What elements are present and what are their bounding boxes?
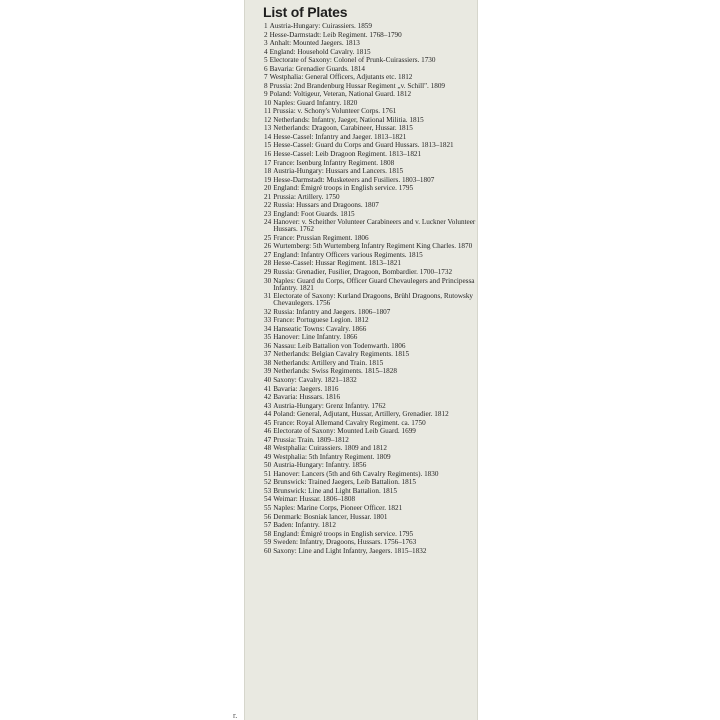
plate-number: 16 [264, 149, 272, 158]
plate-title: Russia: Grenadier, Fusilier, Dragoon, Bombardier. 1700–1732 [273, 267, 453, 276]
plate-entry [264, 269, 476, 276]
plate-number: 39 [264, 367, 272, 376]
plate-entry [264, 23, 476, 30]
plate-number: 50 [264, 461, 272, 470]
plate-entry [264, 351, 476, 358]
plate-number: 9 [264, 90, 268, 99]
plate-entry [264, 177, 476, 184]
plate-entry [264, 40, 476, 47]
plate-number: 33 [264, 316, 272, 325]
plate-title: Hesse-Cassel: Hussar Regiment. 1813–1821 [273, 259, 401, 268]
plate-number: 27 [264, 250, 272, 259]
plate-number: 41 [264, 384, 272, 393]
plate-title: Netherlands: Swiss Regiments. 1815–1828 [273, 367, 397, 376]
plate-title: Hanseatic Towns: Cavalry. 1866 [273, 324, 367, 333]
plate-number: 54 [264, 495, 272, 504]
plate-entry [264, 168, 476, 175]
plate-number: 35 [264, 333, 272, 342]
plate-entry [264, 326, 476, 333]
plate-entry [264, 522, 476, 529]
plate-number: 43 [264, 401, 272, 410]
plate-entry [264, 202, 476, 209]
plate-entry [264, 260, 476, 267]
plate-number: 5 [264, 56, 268, 65]
plate-entry [264, 403, 476, 410]
plate-number: 44 [264, 410, 272, 419]
plate-entry [264, 505, 476, 512]
plate-title: Netherlands: Artillery and Train. 1815 [273, 358, 384, 367]
plate-entry [264, 66, 476, 73]
plate-number: 29 [264, 267, 272, 276]
plate-entry [264, 343, 476, 350]
plate-title: Naples: Marine Corps, Pioneer Officer. 1821 [273, 503, 403, 512]
plate-entry [264, 514, 476, 521]
plate-number: 7 [264, 73, 268, 82]
plate-number: 55 [264, 503, 272, 512]
plate-number: 24 [264, 218, 272, 227]
plate-entry [264, 437, 476, 444]
plate-title: Hanover: Lancers (5th and 6th Cavalry Regiments). 1830 [273, 469, 439, 478]
plate-title: England: Infantry Officers various Regiments. 1815 [273, 250, 423, 259]
plate-title: Saxony: Line and Light Infantry, Jaegers. 1815–1832 [273, 546, 427, 555]
plate-entry [264, 151, 476, 158]
margin-fragment: r. [233, 711, 238, 720]
plate-title: Prussia: Artillery. 1750 [273, 192, 340, 201]
plate-entry [264, 420, 476, 427]
plate-title: Naples: Guard Infantry. 1820 [273, 98, 358, 107]
plate-title: Hesse-Cassel: Leib Dragoon Regiment. 1813–1821 [273, 149, 422, 158]
page-title: List of Plates [263, 4, 348, 20]
plate-title: Electorate of Saxony: Mounted Leib Guard. 1699 [273, 427, 416, 436]
plate-number: 42 [264, 393, 272, 402]
plate-title: France: Portuguese Legion. 1812 [273, 316, 369, 325]
plate-entry [264, 317, 476, 324]
plate-entry [264, 479, 476, 486]
plate-title: England: Émigré troops in English service. 1795 [273, 529, 414, 538]
plate-entry [264, 293, 476, 307]
plate-title: Electorate of Saxony: Kurland Dragoons, Brühl Dragoons, Rutowsky Chevaulegers. 1756 [273, 292, 474, 308]
plate-entry [264, 411, 476, 418]
plate-title: Weimar: Hussar. 1806–1808 [273, 495, 356, 504]
plate-number: 45 [264, 418, 272, 427]
plate-title: Netherlands: Dragoon, Carabineer, Hussar. 1815 [273, 124, 413, 133]
plate-title: Hanover: v. Scheither Volunteer Carabineers and v. Luckner Volunteer Hussars. 1762 [273, 218, 476, 234]
plate-number: 59 [264, 538, 272, 547]
plate-title: Austria-Hungary: Grenz Infantry. 1762 [273, 401, 386, 410]
plate-number: 20 [264, 184, 272, 193]
plate-title: Anhalt: Mounted Jaegers. 1813 [269, 39, 360, 48]
plate-number: 53 [264, 486, 272, 495]
plate-entry [264, 386, 476, 393]
plate-number: 49 [264, 452, 272, 461]
plate-entry [264, 83, 476, 90]
plate-entry [264, 235, 476, 242]
plate-title: Prussia: v. Schony's Volunteer Corps. 1761 [272, 107, 397, 116]
plate-title: Prussia: Train. 1809–1812 [273, 435, 349, 444]
plate-number: 48 [264, 444, 272, 453]
plate-number: 28 [264, 259, 272, 268]
plate-number: 6 [264, 64, 268, 73]
plate-entry [264, 360, 476, 367]
plate-entry [264, 548, 476, 555]
plate-entry [264, 252, 476, 259]
plate-entry [264, 488, 476, 495]
plate-title: Russia: Infantry and Jaegers. 1806–1807 [273, 307, 391, 316]
plate-entry [264, 160, 476, 167]
plate-title: Brunswick: Line and Light Battalion. 1815 [273, 486, 397, 495]
plate-number: 58 [264, 529, 272, 538]
plate-title: Bavaria: Grenadier Guards. 1814 [269, 64, 365, 73]
plate-entry [264, 243, 476, 250]
plate-number: 11 [264, 107, 271, 116]
plate-number: 13 [264, 124, 272, 133]
plate-title: Austria-Hungary: Cuirassiers. 1859 [269, 22, 372, 30]
plate-entry [264, 108, 476, 115]
plate-entry [264, 496, 476, 503]
plate-entry [264, 211, 476, 218]
plate-entry [264, 117, 476, 124]
plate-entry [264, 57, 476, 64]
plate-entry [264, 539, 476, 546]
plate-title: Saxony: Cavalry. 1821–1832 [273, 376, 357, 384]
plate-entry [264, 142, 476, 149]
plate-number: 18 [264, 167, 272, 176]
plate-entry [264, 278, 476, 292]
plate-title: Westphalia: 5th Infantry Regiment. 1809 [273, 452, 391, 461]
plate-entry [264, 471, 476, 478]
plate-title: Hanover: Line Infantry. 1866 [273, 333, 358, 342]
plate-entry [264, 49, 476, 56]
plate-title: Russia: Hussars and Dragoons. 1807 [273, 201, 379, 210]
plate-title: Austria-Hungary: Infantry. 1856 [273, 461, 367, 470]
plate-entry [264, 394, 476, 401]
plate-entry [264, 74, 476, 81]
plate-entry [264, 125, 476, 132]
plate-entry [264, 531, 476, 538]
plate-entry [264, 334, 476, 341]
plate-title: Bavaria: Hussars. 1816 [273, 393, 341, 402]
plate-number: 56 [264, 512, 272, 521]
plate-number: 60 [264, 546, 272, 555]
plate-title: Poland: General, Adjutant, Hussar, Artillery, Grenadier. 1812 [273, 410, 449, 419]
plate-number: 21 [264, 192, 272, 201]
plate-number: 2 [264, 30, 268, 39]
plate-entry [264, 32, 476, 39]
plate-title: Denmark: Bosniak lancer, Hussar. 1801 [273, 512, 388, 521]
plate-number: 14 [264, 132, 272, 141]
plate-title: Bavaria: Jaegers. 1816 [273, 384, 339, 393]
plate-title: Brunswick: Trained Jaegers, Leib Battalion. 1815 [273, 478, 416, 487]
plate-number: 51 [264, 469, 272, 478]
plate-number: 36 [264, 341, 272, 350]
plate-number: 8 [264, 81, 268, 90]
plate-number: 37 [264, 350, 272, 359]
plates-list [264, 23, 476, 556]
plate-entry [264, 309, 476, 316]
plate-entry [264, 445, 476, 452]
plate-number: 17 [264, 158, 272, 167]
plate-number: 26 [264, 242, 272, 251]
plate-number: 34 [264, 324, 272, 333]
plate-entry [264, 185, 476, 192]
plate-number: 12 [264, 115, 272, 124]
plate-entry [264, 219, 476, 233]
plate-number: 31 [264, 292, 272, 301]
plate-title: England: Émigré troops in English service. 1795 [273, 184, 414, 193]
plate-number: 25 [264, 233, 272, 242]
plate-title: England: Foot Guards. 1815 [273, 209, 355, 218]
plate-number: 30 [264, 276, 272, 285]
plate-title: Netherlands: Belgian Cavalry Regiments. 1815 [273, 350, 410, 359]
plate-title: Hesse-Darmstadt: Musketeers and Fusiliers. 1803–1807 [273, 175, 435, 184]
plate-title: Wurtemberg: 5th Wurtemberg Infantry Regiment King Charles. 1870 [273, 242, 473, 251]
plate-title: Westphalia: Cuirassiers. 1809 and 1812 [273, 444, 387, 453]
plate-title: France: Royal Allemand Cavalry Regiment. ca. 1750 [273, 418, 426, 427]
plate-title: Austria-Hungary: Hussars and Lancers. 1815 [273, 167, 404, 176]
plate-number: 32 [264, 307, 272, 316]
plate-number: 3 [264, 39, 268, 48]
plate-title: Nassau: Leib Battalion von Todenwarth. 1806 [273, 341, 406, 350]
plate-entry [264, 428, 476, 435]
plate-entry [264, 194, 476, 201]
plate-title: Hesse-Cassel: Guard du Corps and Guard Hussars. 1813–1821 [273, 141, 454, 150]
plate-title: Westphalia: General Officers, Adjutants etc. 1812 [269, 73, 413, 82]
plate-title: Baden: Infantry. 1812 [273, 521, 336, 530]
plate-title: England: Household Cavalry. 1815 [269, 47, 371, 56]
plate-number: 22 [264, 201, 272, 210]
plate-title: France: Isenburg Infantry Regiment. 1808 [273, 158, 395, 167]
plate-number: 40 [264, 376, 272, 384]
plate-title: Prussia: 2nd Brandenburg Hussar Regiment „v. Schill". 1809 [269, 81, 446, 90]
plate-title: Poland: Voltigeur, Veteran, National Guard. 1812 [269, 90, 412, 99]
plate-number: 46 [264, 427, 272, 436]
plate-entry [264, 462, 476, 469]
plate-number: 1 [264, 22, 268, 30]
plate-title: Electorate of Saxony: Colonel of Prunk-Cuirassiers. 1730 [269, 56, 436, 65]
plate-number: 10 [264, 98, 272, 107]
plate-entry [264, 134, 476, 141]
plate-number: 19 [264, 175, 272, 184]
plate-title: Hesse-Cassel: Infantry and Jaeger. 1813–1821 [273, 132, 407, 141]
plate-entry [264, 377, 476, 384]
plate-title: Netherlands: Infantry, Jaeger, National Militia. 1815 [273, 115, 424, 124]
plate-entry [264, 91, 476, 98]
plate-number: 38 [264, 358, 272, 367]
plate-title: Hesse-Darmstadt: Leib Regiment. 1768–1790 [269, 30, 402, 39]
plate-number: 23 [264, 209, 272, 218]
plate-number: 47 [264, 435, 272, 444]
plate-title: Naples: Guard du Corps, Officer Guard Chevaulegers and Principessa Infantry. 1821 [273, 276, 475, 292]
plate-entry [264, 100, 476, 107]
plate-number: 15 [264, 141, 272, 150]
plate-entry [264, 454, 476, 461]
plate-number: 52 [264, 478, 272, 487]
plate-entry [264, 368, 476, 375]
plate-title: Sweden: Infantry, Dragoons, Hussars. 1756–1763 [273, 538, 417, 547]
plate-number: 57 [264, 521, 272, 530]
plate-title: France: Prussian Regiment. 1806 [273, 233, 369, 242]
plate-number: 4 [264, 47, 268, 56]
